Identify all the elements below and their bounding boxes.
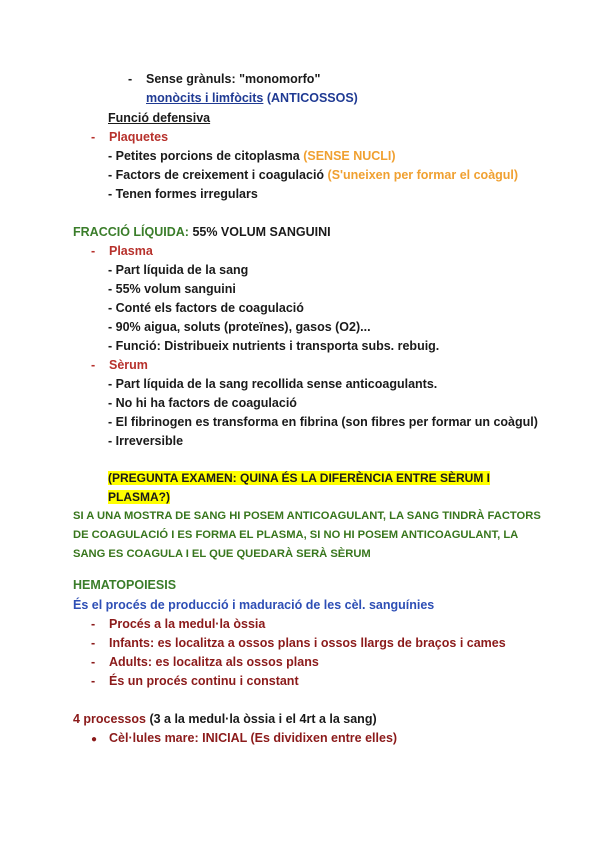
- pregunta-text-2: PLASMA?): [108, 490, 170, 504]
- dash-marker: -: [91, 358, 96, 372]
- serum-heading: [91, 357, 148, 374]
- monomorfo-line: [128, 71, 320, 88]
- hematopoiesis-item: [91, 673, 299, 690]
- resposta-line: SI A UNA MOSTRA DE SANG HI POSEM ANTICOAGULANT, LA SANG TINDRÀ FACTORS: [73, 510, 541, 522]
- cellules-mare-item: [91, 730, 397, 748]
- plaquetes-heading: [91, 129, 168, 146]
- plasma-item: - 55% volum sanguini: [108, 282, 236, 296]
- pregunta-text-1: (PREGUNTA EXAMEN: QUINA ÉS LA DIFERÈNCIA ENTRE SÈRUM I: [108, 471, 491, 485]
- plaquetes-item-text: - Tenen formes irregulars: [108, 187, 258, 201]
- hematopoiesis-heading: HEMATOPOIESIS: [73, 578, 177, 592]
- plasma-item: - Conté els factors de coagulació: [108, 301, 304, 315]
- plaquetes-item-text: - Petites porcions de citoplasma: [108, 149, 304, 163]
- hematopoiesis-item: [91, 635, 506, 652]
- hematopoiesis-item-text: Adults: es localitza als ossos plans: [109, 655, 319, 669]
- plaquetes-item-text: - Factors de creixement i coagulació: [108, 168, 328, 182]
- plaquetes-item: [108, 148, 396, 165]
- hematopoiesis-item: [91, 616, 265, 633]
- dash-marker: -: [91, 617, 96, 631]
- monomorfo-text: Sense grànuls: "monomorfo": [146, 72, 321, 86]
- plaquetes-item: [108, 186, 258, 203]
- plasma-heading: [91, 243, 153, 260]
- fraccio-liquida-heading: [73, 224, 331, 241]
- serum-item: - Irreversible: [108, 434, 184, 448]
- plaquetes-item: [108, 167, 518, 184]
- fraccio-value: 55% VOLUM SANGUINI: [192, 225, 331, 239]
- dash-marker: -: [91, 655, 96, 669]
- hematopoiesis-definition: És el procés de producció i maduració de les cèl. sanguínies: [73, 598, 435, 612]
- plasma-item: - Part líquida de la sang: [108, 263, 249, 277]
- defensiva-label: Funció defensiva: [108, 111, 211, 125]
- serum-item: - El fibrinogen es transforma en fibrina (son fibres per formar un coàgul): [108, 415, 538, 429]
- hematopoiesis-item-text: Infants: es localitza a ossos plans i ossos llargs de braços i cames: [109, 636, 506, 650]
- bullet-icon: ●: [91, 734, 98, 745]
- processos-suffix: (3 a la medul·la òssia i el 4rt a la sang): [145, 712, 377, 726]
- hematopoiesis-item: [91, 654, 319, 671]
- monocits-suffix: (ANTICOSSOS): [263, 91, 358, 105]
- plasma-item: - Funció: Distribueix nutrients i transporta subs. rebuig.: [108, 339, 440, 353]
- processos-label: 4 processos: [73, 712, 146, 726]
- dash-marker: -: [91, 674, 96, 688]
- serum-title: Sèrum: [109, 358, 148, 372]
- dash-marker: -: [128, 72, 133, 86]
- pregunta-line-1: [108, 470, 490, 487]
- hematopoiesis-item-text: És un procés continu i constant: [109, 674, 299, 688]
- hematopoiesis-item-text: Procés a la medul·la òssia: [109, 617, 266, 631]
- dash-marker: -: [91, 130, 96, 144]
- serum-item: - Part líquida de la sang recollida sense anticoagulants.: [108, 377, 438, 391]
- processos-heading: [73, 711, 377, 728]
- resposta-line: SANG ES COAGULA I EL QUE QUEDARÀ SERÀ SÈRUM: [73, 548, 371, 560]
- dash-marker: -: [91, 244, 96, 258]
- plaquetes-item-note: (S'uneixen per formar el coàgul): [327, 168, 519, 182]
- plasma-title: Plasma: [109, 244, 153, 258]
- monocits-line: [146, 90, 358, 107]
- plasma-item: - 90% aigua, soluts (proteïnes), gasos (O2)...: [108, 320, 371, 334]
- plaquetes-title: Plaquetes: [109, 130, 169, 144]
- cellules-mare-text: Cèl·lules mare: INICIAL (Es dividixen entre elles): [109, 731, 398, 745]
- dash-marker: -: [91, 636, 96, 650]
- serum-item: - No hi ha factors de coagulació: [108, 396, 297, 410]
- fraccio-label: FRACCIÓ LÍQUIDA:: [73, 225, 193, 239]
- pregunta-line-2: [108, 489, 170, 506]
- plaquetes-item-note: (SENSE NUCLI): [303, 149, 396, 163]
- resposta-line: DE COAGULACIÓ I ES FORMA EL PLASMA, SI NO HI POSEM ANTICOAGULANT, LA: [73, 529, 519, 541]
- monocits-link[interactable]: monòcits i limfòcits: [146, 91, 264, 105]
